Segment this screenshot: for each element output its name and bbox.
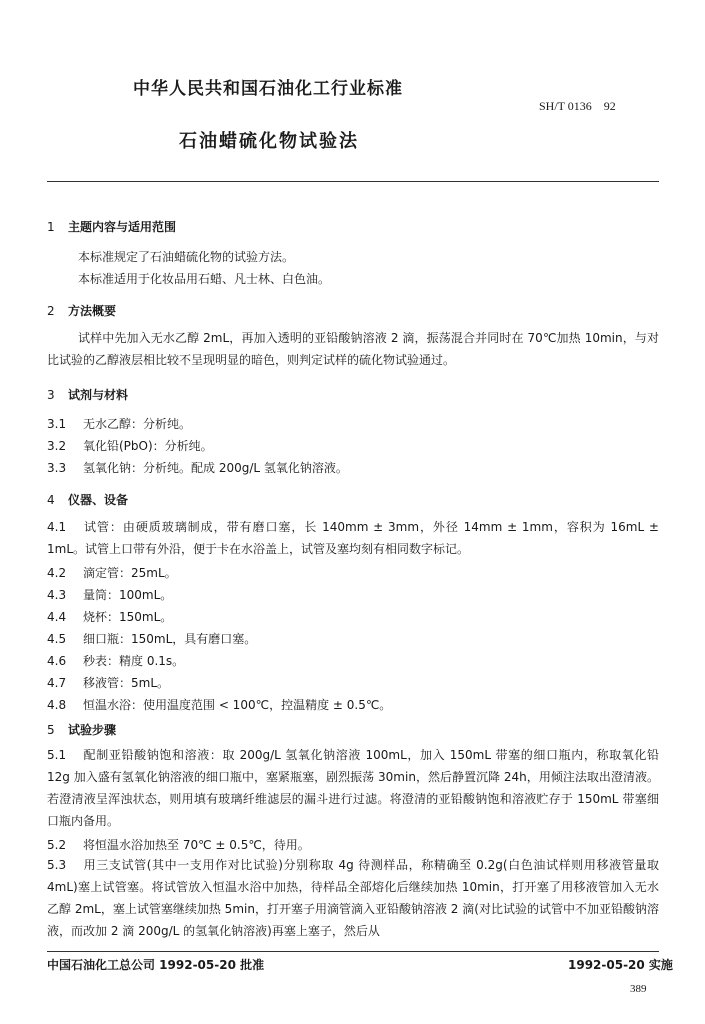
item-number: 4.5 <box>47 632 67 646</box>
item-number: 4.1 <box>47 520 67 534</box>
list-item <box>47 586 172 603</box>
list-item <box>47 854 659 942</box>
section-number: 4 <box>47 493 55 507</box>
item-number: 4.2 <box>47 566 67 580</box>
footer-rule <box>47 951 659 952</box>
item-text: 氢氧化钠：分析纯。配成 200g/L 氢氧化钠溶液。 <box>83 461 348 475</box>
item-number: 4.6 <box>47 654 67 668</box>
list-item <box>47 564 177 581</box>
standard-code: SH/T 0136 92 <box>539 99 616 113</box>
paragraph: 本标准适用于化妆品用石蜡、凡士林、白色油。 <box>78 272 331 286</box>
item-text: 秒表：精度 0.1s。 <box>83 654 185 668</box>
document-title: 石油蜡硫化物试验法 <box>179 131 359 152</box>
item-text: 用三支试管(其中一支用作对比试验)分别称取 4g 待测样品，称精确至 0.2g(白色油试样则用移液管量取 4mL)塞上试管塞。将试管放入恒温水浴中加热，待样品全部熔化后继续加热 10min，打开塞了用移液管加入无水乙醇 2mL，塞上试管塞继续加热 5min，打开塞子用滴管滴入亚铅酸钠溶液 2 滴(对比试验的试管中不加亚铅酸钠溶液，而改加 2 滴 200g/L 的氢氧化钠溶液)再塞上塞子，然后从 <box>47 858 659 938</box>
item-text: 烧杯：150mL。 <box>83 610 173 624</box>
list-item <box>47 836 310 853</box>
item-text: 滴定管：25mL。 <box>83 566 177 580</box>
list-item <box>47 459 348 476</box>
list-item <box>47 674 169 691</box>
list-item <box>47 437 213 454</box>
item-text: 恒温水浴：使用温度范围 < 100℃，控温精度 ± 0.5℃。 <box>83 698 392 712</box>
section-title: 试剂与材料 <box>68 388 129 402</box>
approval-note: 中国石油化工总公司 1992-05-20 批准 <box>47 958 265 972</box>
item-text: 配制亚铅酸钠饱和溶液：取 200g/L 氢氧化钠溶液 100mL，加入 150mL 带塞的细口瓶内，称取氧化铅 12g 加入盛有氢氧化钠溶液的细口瓶中，塞紧瓶塞，剧烈振荡 30min，然后静置沉降 24h，用倾注法取出澄清液。若澄清液呈浑浊状态，则用填有玻璃纤维滤层的漏斗进行过滤。将澄清的亚铅酸钠饱和溶液贮存于 150mL 带塞细口瓶内备用。 <box>47 748 659 828</box>
item-text: 氧化铅(PbO)：分析纯。 <box>83 439 213 453</box>
item-number: 4.3 <box>47 588 67 602</box>
section-5-heading <box>47 721 116 738</box>
item-text: 试管：由硬质玻璃制成，带有磨口塞，长 140mm ± 3mm，外径 14mm ± 1mm，容积为 16mL ± 1mL。试管上口带有外沿，便于卡在水浴盖上，试管及塞均刻有相同数字标记。 <box>47 520 659 556</box>
paragraph: 本标准规定了石油蜡硫化物的试验方法。 <box>78 250 295 264</box>
item-text: 无水乙醇：分析纯。 <box>83 417 192 431</box>
section-3-heading <box>47 386 128 403</box>
list-item <box>47 630 256 647</box>
item-number: 3.3 <box>47 461 67 475</box>
section-4-heading <box>47 491 128 508</box>
item-number: 3.2 <box>47 439 67 453</box>
item-number: 4.4 <box>47 610 67 624</box>
section-title: 方法概要 <box>68 304 117 318</box>
list-item <box>47 696 391 713</box>
item-number: 5.2 <box>47 838 67 852</box>
section-1-heading <box>47 218 176 235</box>
section-number: 2 <box>47 304 55 318</box>
item-text: 将恒温水浴加热至 70℃ ± 0.5℃，待用。 <box>83 838 310 852</box>
header-organization: 中华人民共和国石油化工行业标准 <box>133 79 403 99</box>
item-number: 5.3 <box>47 858 67 872</box>
item-number: 5.1 <box>47 748 67 762</box>
section-title: 试验步骤 <box>68 723 117 737</box>
section-number: 5 <box>47 723 55 737</box>
section-number: 3 <box>47 388 55 402</box>
item-text: 量筒：100mL。 <box>83 588 173 602</box>
item-number: 3.1 <box>47 417 67 431</box>
section-title: 仪器、设备 <box>68 493 129 507</box>
page-number: 389 <box>630 983 647 995</box>
item-text: 移液管：5mL。 <box>83 676 170 690</box>
list-item <box>47 516 659 560</box>
list-item <box>47 744 659 832</box>
item-number: 4.8 <box>47 698 67 712</box>
item-text: 细口瓶：150mL，具有磨口塞。 <box>83 632 257 646</box>
section-title: 主题内容与适用范围 <box>68 220 177 234</box>
item-number: 4.7 <box>47 676 67 690</box>
paragraph: 试样中先加入无水乙醇 2mL，再加入透明的亚铅酸钠溶液 2 滴，振荡混合并同时在 70℃加热 10min，与对比试验的乙醇液层相比较不呈现明显的暗色，则判定试样的硫化物试验通过。 <box>47 331 659 367</box>
section-2-heading <box>47 302 116 319</box>
header-rule <box>47 181 659 182</box>
list-item <box>47 652 184 669</box>
implementation-date: 1992-05-20 实施 <box>568 958 673 972</box>
list-item <box>47 415 191 432</box>
section-number: 1 <box>47 220 55 234</box>
list-item <box>47 608 172 625</box>
